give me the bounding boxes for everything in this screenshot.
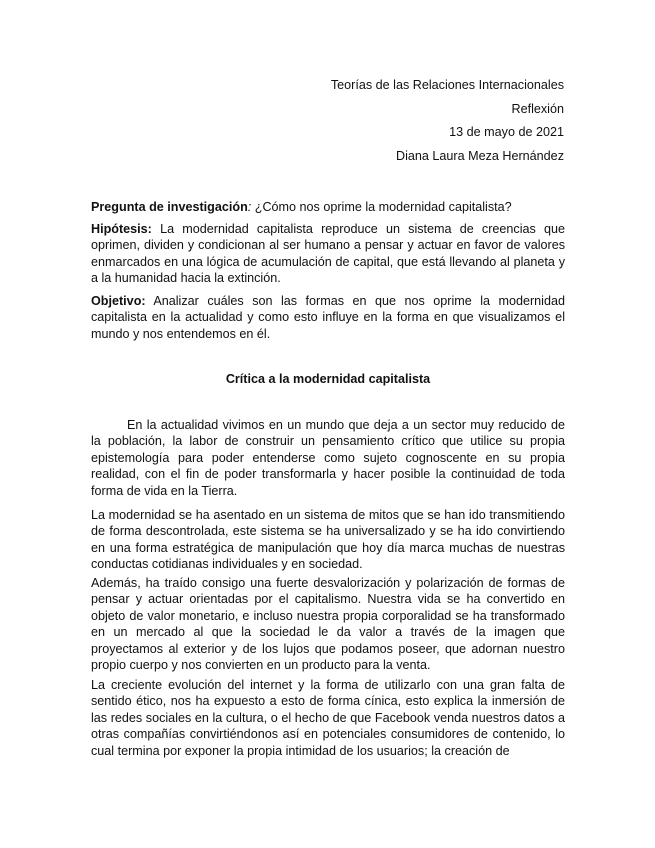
document-header (144, 74, 564, 168)
section-title: Crítica a la modernidad capitalista (225, 372, 431, 386)
document-date: 13 de mayo de 2021 (449, 125, 564, 139)
research-question (91, 199, 565, 215)
hypothesis-text: La modernidad capitalista reproduce un sistema de creencias que oprimen, dividen y condicionan al ser humano a pensar y actuar en favor de valores enmarcados en una lógica de acumulación de capital, que está llevando al planeta y a la humanidad hacia la extinción. (91, 222, 565, 286)
hypothesis (91, 221, 565, 287)
objective-text: Analizar cuáles son las formas en que nos oprime la modernidad capitalista en la actualidad y como esto influye en la forma en que visualizamos el mundo y nos entendemos en él. (91, 294, 565, 341)
research-question-label: Pregunta de investigación (91, 200, 248, 214)
objective-label: Objetivo: (91, 294, 146, 308)
paragraph-1: En la actualidad vivimos en un mundo que deja a un sector muy reducido de la población, la labor de construir un pensamiento crítico que utilice su propia epistemología para poder entenderse como sujeto cognoscente en su propia realidad, con el fin de poder transformarla y hacer posible la continuidad de toda forma de vida en la Tierra. (91, 418, 565, 498)
author-name: Diana Laura Meza Hernández (395, 148, 564, 163)
course-name: Teorías de las Relaciones Internacionales (330, 78, 564, 92)
objective (91, 293, 565, 342)
research-question-separator: : (247, 200, 252, 214)
hypothesis-label: Hipótesis: (91, 222, 152, 236)
paragraph-3: Además, ha traído consigo una fuerte desvalorización y polarización de formas de pensar y actuar orientadas por el capitalismo. Nuestra vida se ha convertido en objeto de valor monetario, e incluso nuestra propia corporalidad se ha transformado en un mercado al que la sociedad le da valor a través de la imagen que proyectamos al exterior y de los lujos que podamos poseer, que adornan nuestro propio cuerpo y nos convierten en un producto para la venta. (91, 576, 565, 673)
research-question-text: ¿Cómo nos oprime la modernidad capitalista? (251, 200, 512, 214)
paragraph-2: La modernidad se ha asentado en un sistema de mitos que se han ido transmitiendo de forma descontrolada, este sistema se ha universalizado y se ha ido convirtiendo en una forma estratégica de manipulación que hoy día marca muchas de nuestras conductas cotidianas individuales y en sociedad. (91, 508, 565, 572)
paragraph-4: La creciente evolución del internet y la forma de utilizarlo con una gran falta de sentido ético, nos ha expuesto a esto de forma cínica, esto explica la inmersión de las redes sociales en la cultura, o el hecho de que Facebook venda nuestros datos a otras compañías convirtiéndonos así en potenciales consumidores de contenido, lo cual termina por exponer la propia intimidad de los usuarios; la creación de (91, 678, 565, 758)
document-type: Reflexión (511, 101, 564, 116)
